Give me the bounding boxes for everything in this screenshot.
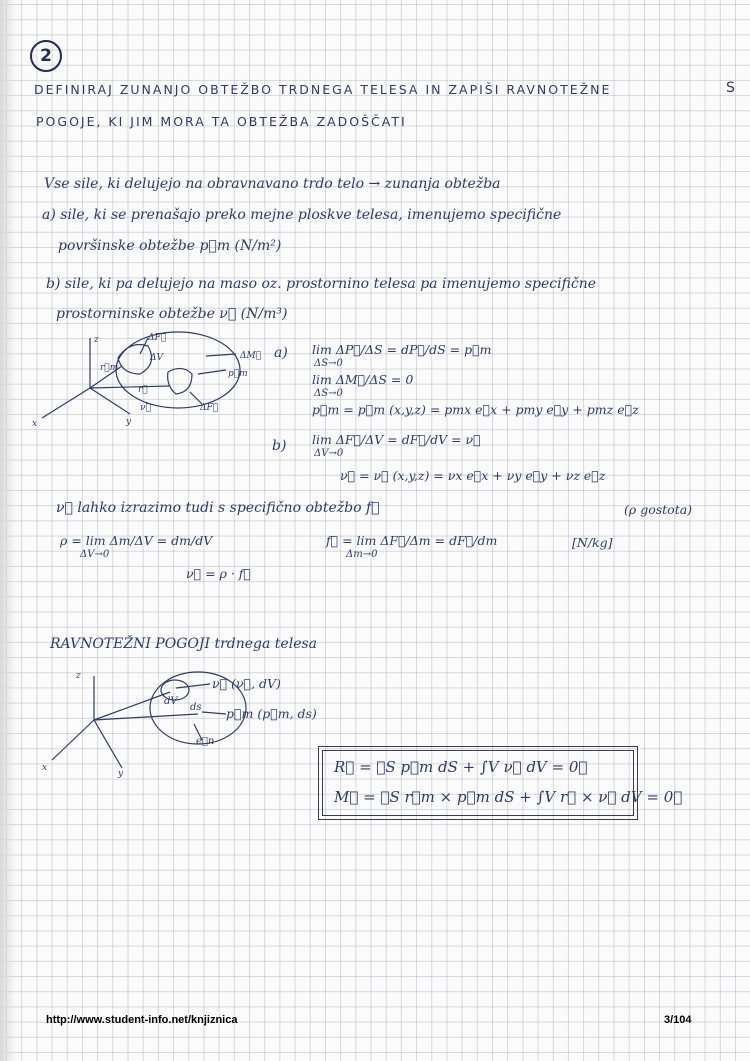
question-title-line1: DEFINIRAJ ZUNANJO OBTEŽBO TRDNEGA TELESA IN ZAPIŠI RAVNOTEŽNE (34, 82, 612, 97)
page-edge-shadow (0, 0, 16, 1061)
eq-a-label: a) (274, 345, 288, 361)
eq-a3: p⃗m = p⃗m (x,y,z) = pmx e⃗x + pmy e⃗y + pmz e⃗z (312, 402, 639, 417)
eq-b1-sub: ΔV→0 (314, 448, 344, 459)
r-label: r⃗ (138, 385, 148, 395)
note-line-4: b) sile, ki pa delujejo na maso oz. prostornino telesa pa imenujemo specifične (46, 276, 597, 292)
eq-b1: lim ΔF⃗/ΔV = dF⃗/dV = ν⃗ (312, 432, 481, 447)
axis-y-label-2: y (118, 769, 124, 778)
axis-y-label: y (126, 417, 132, 427)
note-line-3: površinske obtežbe p⃗m (N/m²) (58, 238, 282, 254)
axis-z-label-2: z (76, 671, 81, 681)
moment-equilibrium-equation: M⃗ = ∮S r⃗m × p⃗m dS + ∫V r⃗ × ν⃗ dV = 0⃗ (334, 788, 683, 806)
eq-a2: lim ΔM⃗/ΔS = 0 (312, 372, 414, 387)
eq-b2: ν⃗ = ν⃗ (x,y,z) = νx e⃗x + νy e⃗y + νz e⃗z (340, 468, 606, 483)
rm-label: r⃗m (100, 363, 119, 373)
eq-a2-sub: ΔS→0 (314, 388, 343, 399)
force-equilibrium-equation: R⃗ = ∮S p⃗m dS + ∫V ν⃗ dV = 0⃗ (334, 758, 588, 776)
density-intro: ν⃗ lahko izrazimo tudi s specifično obtežbo f⃗ (56, 500, 380, 516)
body-force-diagram (30, 330, 290, 440)
delta-f2-label: ΔF⃗ (200, 403, 219, 413)
nu-label: ν⃗ (140, 403, 151, 413)
body-force-label: ν⃗ (ν⃗, dV) (212, 676, 281, 691)
axis-x-label-2: x (42, 763, 48, 773)
equilibrium-diagram (30, 668, 330, 778)
eq-a1: lim ΔP⃗/ΔS = dP⃗/dS = p⃗m (312, 342, 492, 357)
question-number: 2 (30, 40, 62, 72)
note-line-5: prostorninske obtežbe ν⃗ (N/m³) (56, 306, 288, 322)
equilibrium-heading: RAVNOTEŽNI POGOJI trdnega telesa (50, 636, 318, 652)
dv-label: dV (164, 696, 178, 707)
rho-sub: ΔV→0 (80, 549, 110, 560)
f-sub: Δm→0 (346, 549, 378, 560)
axis-z-label: z (94, 335, 99, 345)
margin-mark: S (726, 80, 737, 96)
eq-a1-sub: ΔS→0 (314, 358, 343, 369)
f-unit: [N/kg] (572, 535, 613, 550)
normal-label: e⃗n (196, 736, 215, 747)
delta-f-label: ΔF⃗ (148, 333, 167, 343)
surface-force-label: p⃗m (p⃗m, ds) (226, 706, 317, 721)
delta-v-label: ΔV (150, 353, 163, 363)
f-definition: f⃗ = lim ΔF⃗/Δm = dF⃗/dm (326, 533, 498, 548)
ds-label: ds (190, 702, 202, 713)
question-title-line2: POGOJE, KI JIM MORA TA OBTEŽBA ZADOŠČATI (36, 114, 407, 129)
eq-b-label: b) (272, 438, 287, 454)
axis-x-label: x (32, 419, 38, 429)
note-line-1: Vse sile, ki delujejo na obravnavano trdo telo → zunanja obtežba (44, 176, 501, 192)
delta-m-label: ΔM⃗ (240, 351, 262, 361)
note-line-2: a) sile, ki se prenašajo preko mejne ploskve telesa, imenujemo specifične (42, 207, 562, 223)
footer-url: http://www.student-info.net/knjiznica (46, 1014, 238, 1026)
footer-page-number: 3/104 (664, 1014, 692, 1026)
pm-label: p⃗m (228, 369, 248, 379)
density-note: (ρ gostota) (624, 502, 693, 517)
rho-definition: ρ = lim Δm/ΔV = dm/dV (60, 533, 213, 548)
nu-rho-f-relation: ν⃗ = ρ · f⃗ (186, 566, 251, 581)
